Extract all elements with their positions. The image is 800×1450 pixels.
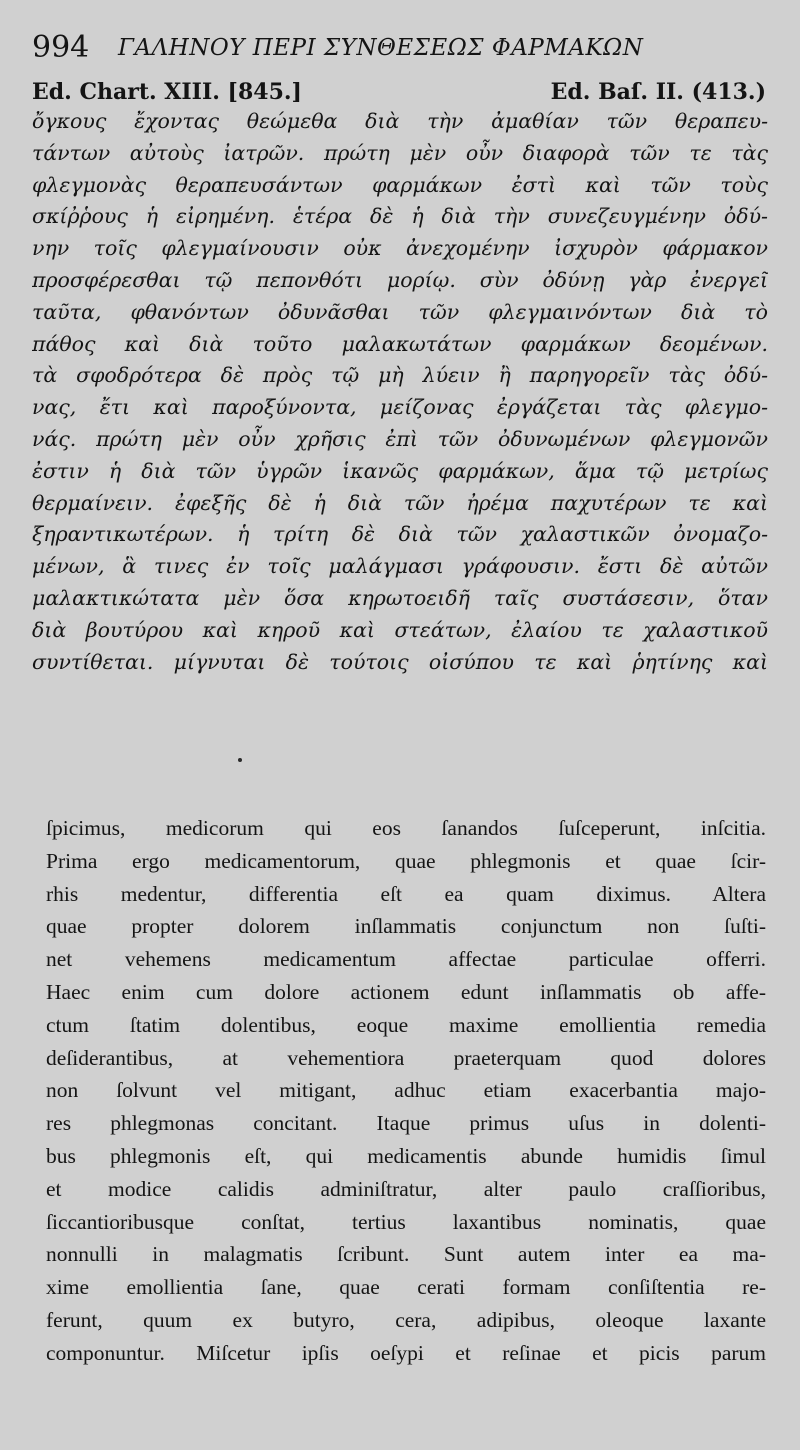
greek-text-line: νην τοῖς φλεγμαίνουσιν οὐκ ἀνεχομένην ἰσχυρὸν φάρμακον <box>32 236 768 261</box>
greek-text-line: νάς. πρώτη μὲν οὖν χρῆσις ἐπὶ τῶν ὀδυνωμένων φλεγμονῶν <box>32 426 768 451</box>
greek-text-line: διὰ βουτύρου καὶ κηροῦ καὶ στεάτων, ἐλαίου τε χαλαστικοῦ <box>32 617 768 642</box>
greek-text-line: νας, ἔτι καὶ παροξύνοντα, μείζονας ἐργάζεται τὰς φλεγμο- <box>32 395 768 420</box>
latin-text-line: res phlegmonas concitant. Itaque primus uſus in dolenti- <box>46 1111 766 1136</box>
latin-text-line: et modice calidis adminiſtratur, alter paulo craſſioribus, <box>46 1176 766 1201</box>
greek-text-line: σκίῤῥους ἡ εἰρημένη. ἑτέρα δὲ ἡ διὰ τὴν συνεζευγμένην ὀδύ- <box>32 204 768 229</box>
greek-text-line: ὄγκους ἔχοντας θεώμεθα διὰ τὴν ἀμαθίαν τῶν θεραπευ- <box>32 109 768 133</box>
latin-text-line: ſiccantioribusque conſtat, tertius laxantibus nominatis, quae <box>46 1209 766 1234</box>
latin-text-line: nonnulli in malagmatis ſcribunt. Sunt autem inter ea ma- <box>46 1242 766 1267</box>
greek-text-line: τὰ σφοδρότερα δὲ πρὸς τῷ μὴ λύειν ἢ παρηγορεῖν τὰς ὀδύ- <box>32 363 768 388</box>
page-number: 994 <box>32 30 90 65</box>
greek-text-line: προσφέρεσθαι τῷ πεπονθότι μορίῳ. σὺν ὀδύνῃ γὰρ ἐνεργεῖ <box>32 267 768 292</box>
latin-text-line: rhis medentur, differentia eſt ea quam diximus. Altera <box>46 881 766 906</box>
edition-chartier-reference: Ed. Chart. XIII. [845.] <box>32 79 302 105</box>
latin-text-line: Haec enim cum dolore actionem edunt inſlammatis ob affe- <box>46 979 766 1004</box>
greek-text-line: τάντων αὐτοὺς ἰατρῶν. πρώτη μὲν οὖν διαφορὰ τῶν τε τὰς <box>32 140 768 165</box>
latin-text-block <box>46 812 766 1370</box>
latin-text-line: componuntur. Miſcetur ipſis oeſypi et reſinae et picis parum <box>46 1340 766 1365</box>
latin-text-line: ſpicimus, medicorum qui eos ſanandos ſuſceperunt, inſcitia. <box>46 816 766 840</box>
greek-text-line: μαλακτικώτατα μὲν ὅσα κηρωτοειδῆ ταῖς συστάσεσιν, ὅταν <box>32 585 768 610</box>
edition-reference-line <box>32 76 766 108</box>
latin-text-line: ferunt, quum ex butyro, cera, adipibus, oleoque laxante <box>46 1307 766 1332</box>
latin-text-line: non ſolvunt vel mitigant, adhuc etiam exacerbantia majo- <box>46 1078 766 1103</box>
latin-text-line: net vehemens medicamentum affectae particulae offerri. <box>46 947 766 972</box>
running-head <box>32 28 772 68</box>
greek-text-block <box>32 106 768 678</box>
greek-text-line: μένων, ἃ τινες ἐν τοῖς μαλάγμασι γράφουσιν. ἔστι δὲ αὐτῶν <box>32 554 768 579</box>
greek-text-line: φλεγμονὰς θεραπευσάντων φαρμάκων ἐστὶ καὶ τῶν τοὺς <box>32 172 768 197</box>
latin-text-line: quae propter dolorem inſlammatis conjunctum non ſuſti- <box>46 914 766 939</box>
latin-text-line: xime emollientia ſane, quae cerati formam conſiſtentia re- <box>46 1275 766 1300</box>
running-title: ΓΑΛΗΝΟΥ ΠΕΡΙ ΣΥΝΘΕΣΕΩΣ ΦΑΡΜΑΚΩΝ <box>118 35 644 61</box>
latin-text-line: Prima ergo medicamentorum, quae phlegmonis et quae ſcir- <box>46 848 766 873</box>
greek-text-line: συντίθεται. μίγνυται δὲ τούτοις οἰσύπου τε καὶ ῥητίνης καὶ <box>32 649 768 674</box>
latin-text-line: ctum ſtatim dolentibus, eoque maxime emollientia remedia <box>46 1012 766 1037</box>
greek-text-line: ταῦτα, φθανόντων ὀδυνᾶσθαι τῶν φλεγμαινόντων διὰ τὸ <box>32 299 768 324</box>
greek-text-line: ξηραντικωτέρων. ἡ τρίτη δὲ διὰ τῶν χαλαστικῶν ὀνομαζο- <box>32 522 768 547</box>
print-speck <box>238 758 242 762</box>
edition-basel-reference: Ed. Baſ. II. (413.) <box>550 79 766 105</box>
greek-text-line: ἐστιν ἡ διὰ τῶν ὑγρῶν ἱκανῶς φαρμάκων, ἅμα τῷ μετρίως <box>32 458 768 483</box>
latin-text-line: deſiderantibus, at vehementiora praeterquam quod dolores <box>46 1045 766 1070</box>
greek-text-line: πάθος καὶ διὰ τοῦτο μαλακωτάτων φαρμάκων δεομένων. <box>32 331 768 356</box>
greek-text-line: θερμαίνειν. ἐφεξῆς δὲ ἡ διὰ τῶν ἠρέμα παχυτέρων τε καὶ <box>32 490 768 515</box>
latin-text-line: bus phlegmonis eſt, qui medicamentis abunde humidis ſimul <box>46 1143 766 1168</box>
